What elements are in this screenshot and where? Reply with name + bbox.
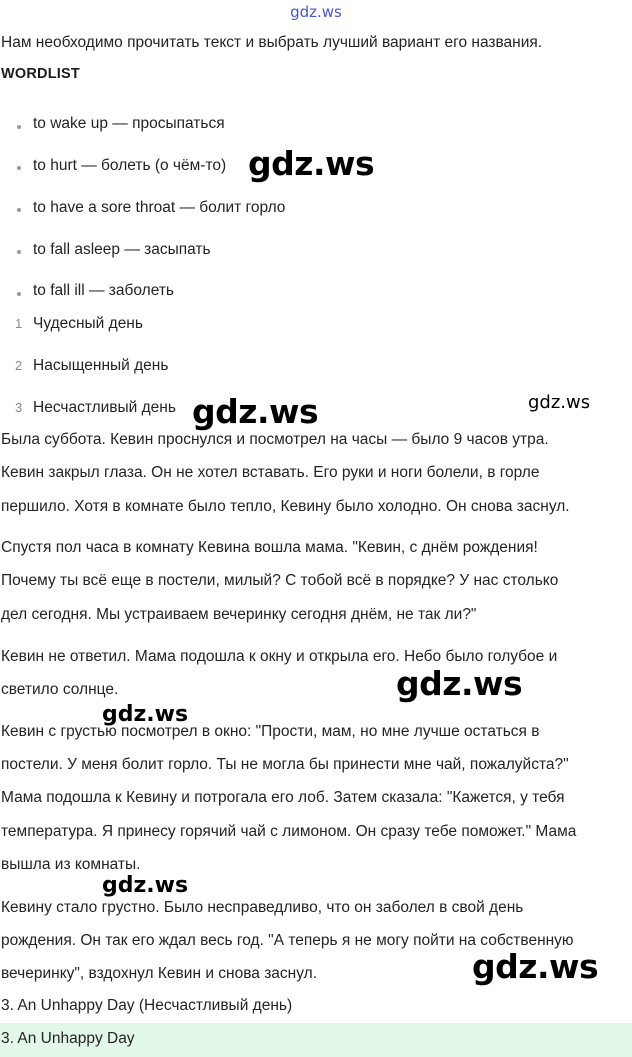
wordlist-item: to hurt — болеть (о чём-то) xyxy=(33,157,227,174)
option-text: Насыщенный день xyxy=(33,357,169,374)
story-line: Кевину стало грустно. Было несправедливо, что он заболел в свой день xyxy=(1,899,524,916)
option-number: 2 xyxy=(15,358,23,373)
bullet-icon xyxy=(17,125,21,129)
story-line: Кевин не ответил. Мама подошла к окну и открыла его. Небо было голубое и xyxy=(1,648,558,665)
intro-text: Нам необходимо прочитать текст и выбрать лучший вариант его названия. xyxy=(1,34,543,51)
bullet-icon xyxy=(17,208,21,212)
story-line: Кевин с грустью посмотрел в окно: "Прости, мам, но мне лучше остаться в xyxy=(1,723,540,740)
story-line: дел сегодня. Мы устраиваем вечеринку сегодня днём, не так ли?" xyxy=(1,606,477,623)
option-text: Чудесный день xyxy=(33,315,143,332)
watermark: gdz.ws xyxy=(192,392,319,431)
story-line: Спустя пол часа в комнату Кевина вошла мама. "Кевин, с днём рождения! xyxy=(1,539,538,556)
story-line: вышла из комнаты. xyxy=(1,856,141,873)
answer-text: 3. An Unhappy Day xyxy=(1,1030,135,1047)
option-number: 1 xyxy=(15,316,23,331)
story-line: Была суббота. Кевин проснулся и посмотрел на часы — было 9 часов утра. xyxy=(1,431,549,448)
watermark: gdz.ws xyxy=(528,392,591,413)
wordlist-item: to fall asleep — засыпать xyxy=(33,241,211,258)
conclusion-text: 3. An Unhappy Day (Несчастливый день) xyxy=(1,997,293,1014)
story-line: постели. У меня болит горло. Ты не могла бы принести мне чай, пожалуйста?" xyxy=(1,756,569,773)
bullet-icon xyxy=(17,292,21,296)
story-line: светило солнце. xyxy=(1,681,119,698)
watermark: gdz.ws xyxy=(396,664,523,703)
story-line: Кевин закрыл глаза. Он не хотел вставать. Его руки и ноги болели, в горле xyxy=(1,464,540,481)
watermark: gdz.ws xyxy=(248,144,375,183)
story-line: рождения. Он так его ждал весь год. "А теперь я не могу пойти на собственную xyxy=(1,932,574,949)
wordlist-item: to wake up — просыпаться xyxy=(33,115,225,132)
watermark: gdz.ws xyxy=(102,702,189,727)
bullet-icon xyxy=(17,166,21,170)
top-watermark: gdz.ws xyxy=(290,3,342,21)
wordlist-heading: WORDLIST xyxy=(1,66,80,82)
story-line: вечеринку", вздохнул Кевин и снова заснул. xyxy=(1,965,317,982)
story-line: температура. Я принесу горячий чай с лимоном. Он сразу тебе поможет." Мама xyxy=(1,823,577,840)
story-line: першило. Хотя в комнате было тепло, Кевину было холодно. Он снова заснул. xyxy=(1,498,570,515)
watermark: gdz.ws xyxy=(102,873,189,898)
option-number: 3 xyxy=(15,400,23,415)
option-text: Несчастливый день xyxy=(33,399,176,416)
wordlist-item: to have a sore throat — болит горло xyxy=(33,199,286,216)
bullet-icon xyxy=(17,250,21,254)
story-line: Мама подошла к Кевину и потрогала его лоб. Затем сказала: "Кажется, у тебя xyxy=(1,789,565,806)
watermark: gdz.ws xyxy=(472,947,599,986)
story-line: Почему ты всё еще в постели, милый? С тобой всё в порядке? У нас столько xyxy=(1,572,559,589)
wordlist-item: to fall ill — заболеть xyxy=(33,282,175,299)
